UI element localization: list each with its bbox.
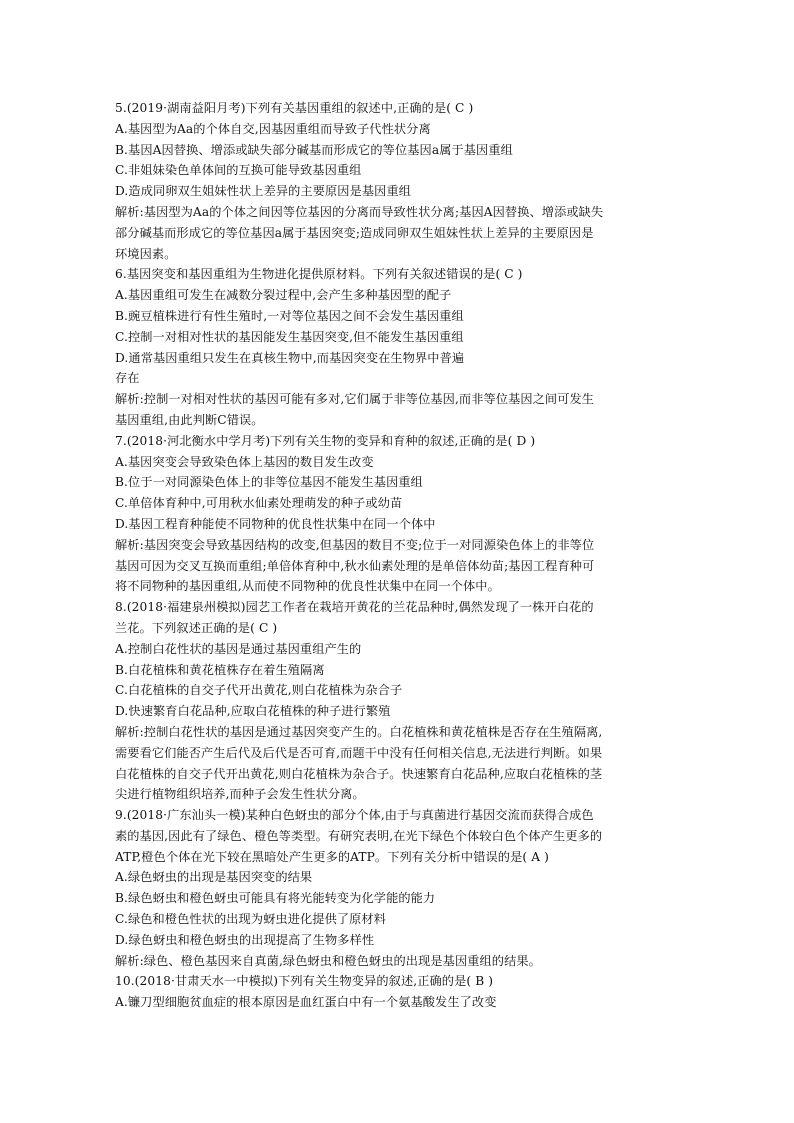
text-line: B.绿色蚜虫和橙色蚜虫可能具有将光能转变为化学能的能力 <box>115 891 436 906</box>
text-line: 解析:控制一对相对性状的基因可能有多对,它们属于非等位基因,而非等位基因之间可发生 <box>115 392 595 407</box>
text-line: 环境因素。 <box>115 246 177 261</box>
text-line: C.绿色和橙色性状的出现为蚜虫进化提供了原材料 <box>115 912 387 927</box>
document-page <box>115 98 687 1013</box>
text-line: A.控制白花性状的基因是通过基因重组产生的 <box>115 641 362 656</box>
text-line: 需要看它们能否产生后代及后代是否可育,而题干中没有任何相关信息,无法进行判断。如果 <box>115 745 603 760</box>
text-line: C.控制一对相对性状的基因能发生基因突变,但不能发生基因重组 <box>115 329 464 344</box>
text-line: B.基因A因替换、增添或缺失部分碱基而形成它的等位基因a属于基因重组 <box>115 142 513 157</box>
text-line: 部分碱基而形成它的等位基因a属于基因突变;造成同卵双生姐妹性状上差异的主要原因是 <box>115 225 594 240</box>
text-line: 8.(2018·福建泉州模拟)园艺工作者在栽培开黄花的兰花品种时,偶然发现了一株开白花的 <box>115 600 594 615</box>
text-line: 解析:基因型为Aa的个体之间因等位基因的分离而导致性状分离;基因A因替换、增添或缺失 <box>115 204 604 219</box>
text-line: 尖进行植物组织培养,而种子会发生性状分离。 <box>115 787 365 802</box>
text-line: A.基因型为Aa的个体自交,因基因重组而导致子代性状分离 <box>115 121 431 136</box>
text-line: 6.基因突变和基因重组为生物进化提供原材料。下列有关叙述错误的是( C ) <box>115 267 523 282</box>
text-line: D.基因工程育种能使不同物种的优良性状集中在同一个体中 <box>115 516 436 531</box>
text-line: A.基因重组可发生在减数分裂过程中,会产生多种基因型的配子 <box>115 288 452 303</box>
text-line: A.镰刀型细胞贫血症的根本原因是血红蛋白中有一个氨基酸发生了改变 <box>115 995 497 1010</box>
text-line: B.白花植株和黄花植株存在着生殖隔离 <box>115 662 325 677</box>
text-line: D.绿色蚜虫和橙色蚜虫的出现提高了生物多样性 <box>115 932 375 947</box>
text-line: 白花植株的自交子代开出黄花,则白花植株为杂合子。快速繁育白花品种,应取白花植株的茎 <box>115 766 603 781</box>
text-line: C.非姐妹染色单体间的互换可能导致基因重组 <box>115 163 362 178</box>
text-line: B.豌豆植株进行有性生殖时,一对等位基因之间不会发生基因重组 <box>115 308 464 323</box>
text-line: 兰花。下列叙述正确的是( C ) <box>115 620 278 635</box>
text-line: 9.(2018·广东汕头一模)某种白色蚜虫的部分个体,由于与真菌进行基因交流而获得合成色 <box>115 808 594 823</box>
text-line: 基因重组,由此判断C错误。 <box>115 412 264 427</box>
text-line: 解析:基因突变会导致基因结构的改变,但基因的数目不变;位于一对同源染色体上的非等位 <box>115 537 595 552</box>
text-line: C.单倍体育种中,可用秋水仙素处理萌发的种子或幼苗 <box>115 496 403 511</box>
text-line: D.快速繁育白花品种,应取白花植株的种子进行繁殖 <box>115 704 391 719</box>
text-line: 解析:控制白花性状的基因是通过基因突变产生的。白花植株和黄花植株是否存在生殖隔离, <box>115 724 603 739</box>
text-line: D.通常基因重组只发生在真核生物中,而基因突变在生物界中普遍 <box>115 350 465 365</box>
text-line: 7.(2018·河北衡水中学月考)下列有关生物的变异和育种的叙述,正确的是( D ) <box>115 433 536 448</box>
text-line: 基因可因为交叉互换而重组;单倍体育种中,秋水仙素处理的是单倍体幼苗;基因工程育种可 <box>115 558 595 573</box>
text-line: 5.(2019·湖南益阳月考)下列有关基因重组的叙述中,正确的是( C ) <box>115 101 474 115</box>
text-line: 素的基因,因此有了绿色、橙色等类型。有研究表明,在光下绿色个体较白色个体产生更多的 <box>115 828 603 843</box>
text-line: A.绿色蚜虫的出现是基因突变的结果 <box>115 870 313 885</box>
text-line: 解析:绿色、橙色基因来自真菌,绿色蚜虫和橙色蚜虫的出现是基因重组的结果。 <box>115 953 541 968</box>
text-line: 将不同物种的基因重组,从而使不同物种的优良性状集中在同一个体中。 <box>115 579 500 594</box>
text-line: B.位于一对同源染色体上的非等位基因不能发生基因重组 <box>115 475 423 490</box>
text-line: D.造成同卵双生姐妹性状上差异的主要原因是基因重组 <box>115 184 412 199</box>
text-line: C.白花植株的自交子代开出黄花,则白花植株为杂合子 <box>115 683 403 698</box>
text-line: ATP,橙色个体在光下较在黑暗处产生更多的ATP。下列有关分析中错误的是( A ) <box>115 849 549 864</box>
text-line: 10.(2018·甘肃天水一中模拟)下列有关生物变异的叙述,正确的是( B ) <box>115 974 494 989</box>
text-line: 存在 <box>115 371 140 386</box>
text-line: A.基因突变会导致染色体上基因的数目发生改变 <box>115 454 374 469</box>
